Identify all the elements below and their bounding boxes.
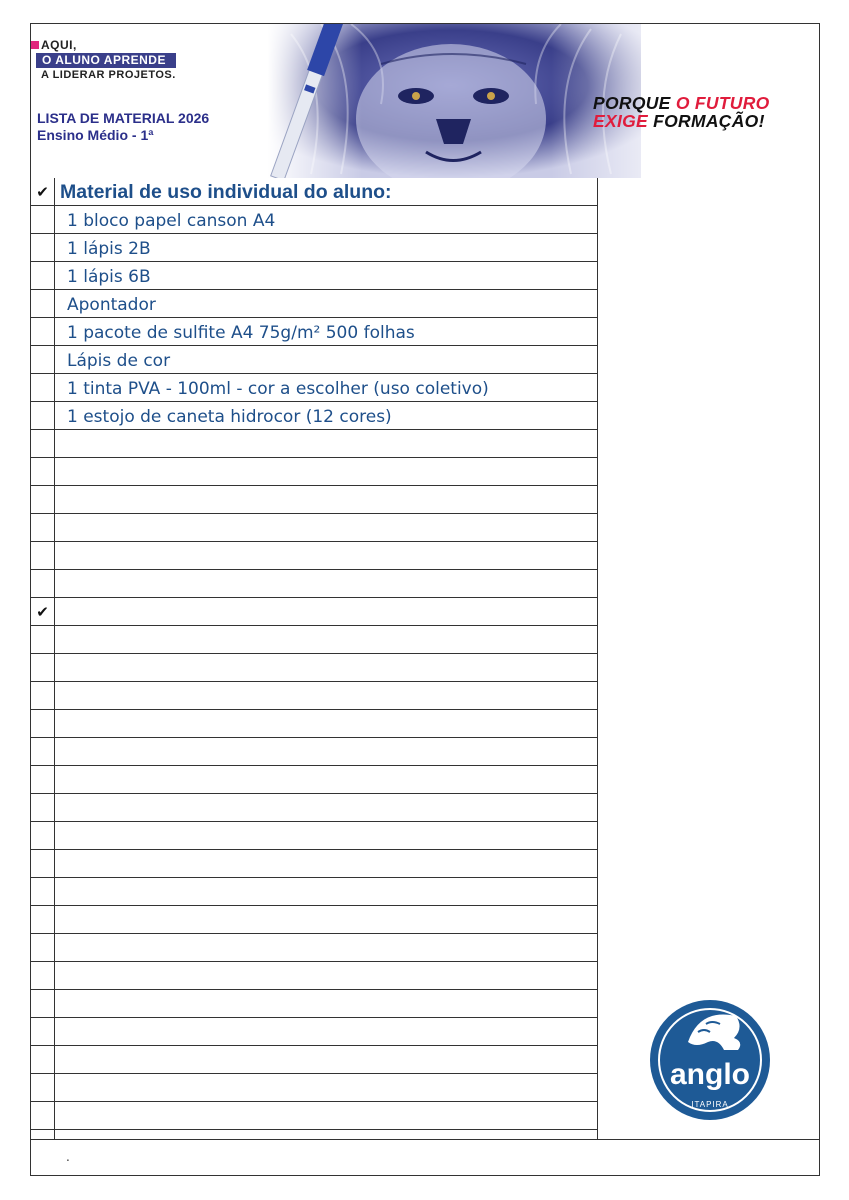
- check-cell: [31, 1102, 55, 1129]
- check-cell: [31, 766, 55, 793]
- check-cell: [31, 346, 55, 373]
- table-row-empty: [31, 934, 598, 962]
- list-item: 1 pacote de sulfite A4 75g/m² 500 folhas: [67, 323, 415, 343]
- check-cell: [31, 318, 55, 345]
- slogan-line-1-black: PORQUE: [593, 93, 676, 113]
- table-row: [31, 318, 598, 346]
- table-row: [31, 206, 598, 234]
- check-cell: [31, 906, 55, 933]
- list-item: 1 tinta PVA - 100ml - cor a escolher (uso coletivo): [67, 379, 489, 399]
- table-row-empty: [31, 822, 598, 850]
- check-cell: [31, 402, 55, 429]
- check-cell: [31, 1074, 55, 1101]
- header-banner: [31, 24, 819, 178]
- table-header-row: [31, 178, 598, 206]
- table-row-empty: [31, 766, 598, 794]
- list-item: Apontador: [67, 295, 156, 315]
- check-cell: [31, 654, 55, 681]
- logo-city: ITAPIRA: [691, 1100, 729, 1109]
- table-row: [31, 374, 598, 402]
- check-cell: [31, 794, 55, 821]
- footer-mark: .: [66, 1150, 70, 1164]
- check-cell: [31, 738, 55, 765]
- list-subtitle: Ensino Médio - 1ª: [37, 127, 154, 143]
- table-row-empty: [31, 1046, 598, 1074]
- slogan-line-2-black: FORMAÇÃO!: [653, 111, 765, 131]
- check-cell: [31, 542, 55, 569]
- table-row-empty: [31, 878, 598, 906]
- check-cell: [31, 878, 55, 905]
- list-item: 1 lápis 2B: [67, 239, 151, 259]
- table-row-empty: [31, 626, 598, 654]
- tagline-line-3: A LIDERAR PROJETOS.: [41, 69, 176, 81]
- column-divider: [597, 178, 598, 1139]
- slogan-line-1-red: O FUTURO: [675, 93, 770, 113]
- check-cell: [31, 486, 55, 513]
- table-row: [31, 234, 598, 262]
- check-cell: [31, 374, 55, 401]
- check-cell: [31, 514, 55, 541]
- check-cell: [31, 458, 55, 485]
- list-title: LISTA DE MATERIAL 2026: [37, 110, 210, 126]
- table-row-empty: [31, 430, 598, 458]
- pink-bullet-icon: [31, 41, 39, 49]
- table-row-empty: [31, 990, 598, 1018]
- table-row: [31, 262, 598, 290]
- table-row: [31, 346, 598, 374]
- check-cell: [31, 262, 55, 289]
- list-item: 1 lápis 6B: [67, 267, 151, 287]
- check-icon: ✔: [31, 598, 55, 625]
- table-row-empty: [31, 738, 598, 766]
- table-row-empty: [31, 514, 598, 542]
- table-row-empty: [31, 1102, 598, 1130]
- check-cell: [31, 570, 55, 597]
- check-cell: [31, 290, 55, 317]
- list-item: Lápis de cor: [67, 351, 171, 371]
- check-cell: [31, 206, 55, 233]
- table-row-empty: [31, 962, 598, 990]
- table-row-checked: [31, 598, 598, 626]
- check-cell: [31, 850, 55, 877]
- check-cell: [31, 682, 55, 709]
- table-row-empty: [31, 570, 598, 598]
- anglo-logo: [648, 998, 772, 1122]
- slogan-line-2: [593, 111, 765, 132]
- check-cell: [31, 234, 55, 261]
- footer-divider: [31, 1139, 819, 1140]
- check-cell: [31, 710, 55, 737]
- table-row-empty: [31, 682, 598, 710]
- list-item: 1 bloco papel canson A4: [67, 211, 276, 231]
- tagline-line-2: O ALUNO APRENDE: [36, 53, 176, 68]
- table-row: [31, 402, 598, 430]
- check-icon: ✔: [31, 178, 55, 205]
- slogan-line-2-red: EXIGE: [593, 111, 654, 131]
- list-item: 1 estojo de caneta hidrocor (12 cores): [67, 407, 392, 427]
- check-cell: [31, 962, 55, 989]
- check-cell: [31, 1130, 55, 1139]
- check-cell: [31, 626, 55, 653]
- table-header: Material de uso individual do aluno:: [60, 181, 392, 203]
- table-row-empty: [31, 1074, 598, 1102]
- table-row-empty: [31, 850, 598, 878]
- table-row-empty: [31, 1018, 598, 1046]
- check-cell: [31, 1018, 55, 1045]
- table-row-empty: [31, 1130, 598, 1139]
- table-row-empty: [31, 542, 598, 570]
- table-row: [31, 290, 598, 318]
- tagline-line-1: AQUI,: [41, 38, 77, 52]
- table-row-empty: [31, 458, 598, 486]
- table-row-empty: [31, 654, 598, 682]
- check-cell: [31, 1046, 55, 1073]
- check-cell: [31, 990, 55, 1017]
- table-row-empty: [31, 486, 598, 514]
- check-cell: [31, 822, 55, 849]
- table-row-empty: [31, 906, 598, 934]
- table-row-empty: [31, 794, 598, 822]
- table-row-empty: [31, 710, 598, 738]
- check-cell: [31, 430, 55, 457]
- logo-wordmark: anglo: [670, 1058, 750, 1091]
- check-cell: [31, 934, 55, 961]
